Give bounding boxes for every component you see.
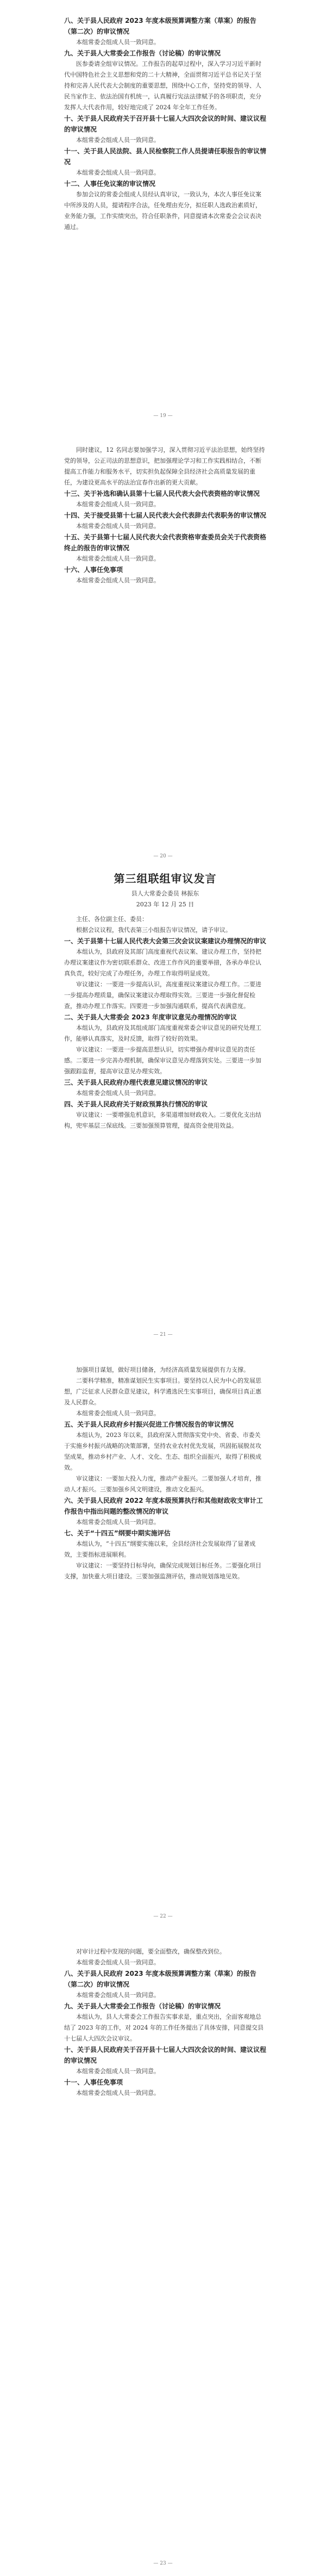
paragraph: 本组常委会组成人员一致同意。 <box>76 2068 160 2075</box>
paragraph: 本组常委会组成人员一致同意。 <box>76 1090 160 1097</box>
paragraph: 本组常委会组成人员一致同意。 <box>76 2089 160 2096</box>
section-heading: 八、关于县人民政府 2023 年度本级预算调整方案（草案）的报告（第二次）的审议情况 <box>64 17 256 35</box>
page-number: — 21 — <box>153 1332 173 1337</box>
paragraph: 本组常委会组成人员一致同意。 <box>76 577 160 584</box>
section-heading: 五、关于县人民政府乡村振兴促进工作情况报告的审议情况 <box>64 1421 234 1428</box>
paragraph: 医参委请全组审议情况。工作报告的起草过程中，深入学习习近平新时代中国特色社会主义思想和党的二十大精神，全面贯彻习近平总书记关于坚持和完善人民代表大会制度的重要思想，围绕中心工作，坚持党的领导、人民当家作主、依法治国有机统一，认真履行宪法法律赋予的各项职责，充分发挥人大代表作用，较好地完成了 2024 年全年工作任务。 <box>64 60 261 111</box>
paragraph: 本组常委会组成人员一致同意。 <box>76 501 160 508</box>
section-heading: 十五、关于县第十七届人民代表大会代表资格审查委员会关于代表资格终止的报告的审议情况 <box>64 533 267 552</box>
paragraph: 本组常委会组成人员一致同意。 <box>76 136 160 144</box>
section-heading: 十一、人事任免事项 <box>64 2079 123 2086</box>
section-heading: 十四、关于接受县第十七届人民代表大会代表辞去代表职务的审议情况 <box>64 512 267 519</box>
date-line: 2023 年 12 月 25 日 <box>136 901 195 908</box>
page-number: — 19 — <box>153 413 173 419</box>
paragraph: 本组常委会组成人员一致同意。 <box>76 169 160 176</box>
page-4 <box>0 1359 326 1930</box>
section-heading: 二、关于县人大常委会 2023 年度审议意见办理情况的审议 <box>64 1013 237 1021</box>
page-1 <box>0 0 326 435</box>
section-heading: 十一、关于县人民法院、县人民检察院工作人员提请任职报告的审议情况 <box>64 147 267 166</box>
section-heading: 十、关于县人民政府关于召开县十七届人大四次会议的时间、建议议程的审议情况 <box>64 115 267 133</box>
paragraph: 审议建议：一要进一步提高认识，高度重视议案建议办理工作。二要进一步提高办理质量，确保议案建议办理取得实效。三要进一步强化督促检查，推动办理工作落实。四要进一步加强沟通联系，提高代表满意度。 <box>64 981 261 1010</box>
page-5 <box>0 1941 326 2576</box>
paragraph: 本组常委会组成人员一致同意。 <box>76 1992 160 1999</box>
paragraph: 本组常委会组成人员一致同意。 <box>76 1410 160 1417</box>
section-heading: 七、关于“十四五”纲要中期实施评估 <box>64 1529 171 1537</box>
paragraph: 审议建议：一要坚持目标导向，确保完成规划目标任务。二要强化项目支撑，加快重大项目建设。三要加强监测评估，推动规划落地见效。 <box>64 1562 261 1580</box>
section-heading: 三、关于县人民政府办理代表意见建议情况的审议 <box>64 1079 208 1086</box>
page-2-content <box>64 445 266 586</box>
paragraph: 主任、各位副主任、委员： <box>76 916 148 923</box>
page-number: — 20 — <box>153 854 173 859</box>
page-number: — 22 — <box>153 1914 173 1919</box>
section-heading: 四、关于县人民政府关于财政预算执行情况的审议 <box>64 1100 208 1108</box>
paragraph: 本组常委会组成人员一致同意。 <box>76 1519 160 1526</box>
paragraph: 本组常委会组成人员一致同意。 <box>76 555 160 562</box>
paragraph: 本组认为，“十四五”纲要实施以来，全县经济社会发展取得了显著成效，主要指标进展顺利。 <box>64 1540 256 1558</box>
section-heading: 十二、人事任免议案的审议情况 <box>64 180 156 188</box>
paragraph: 本组认为，县人大常委会工作报告实事求是，重点突出，全面客观地总结了 2023 年的工作，对 2024 年的工作任务提出了具体安排，同意提交县十七届人大四次会议审议。 <box>64 2013 264 2042</box>
paragraph: 根据会议议程，我代表第三小组报告审议情况，请予审议。 <box>76 926 231 934</box>
paragraph: 二要科学精准，精准谋划民生实事项目。要坚持以人民为中心的发展思想，广泛征求人民群众意见建议，科学遴选民生实事项目，确保项目真正惠及人民群众。 <box>64 1377 261 1406</box>
section-heading: 九、关于县人大常委会工作报告（讨论稿）的审议情况 <box>64 2002 221 2010</box>
page-4-content <box>64 1365 266 1582</box>
section-heading: 十六、人事任免事项 <box>64 566 123 574</box>
page-3 <box>0 870 326 1348</box>
paragraph: 本组认为，县政府及其部门高度重视代表议案、建议办理工作，坚持把办理议案建议作为密切联系群众、改进工作作风的重要举措，各承办单位认真负责，较好完成了办理任务，办理工作取得明显成效。 <box>64 948 261 977</box>
page-title: 第三组联组审议发言 <box>114 872 217 885</box>
page-3-body <box>64 914 266 1131</box>
paragraph: 同时建议，12 名同志要加强学习，深入贯彻习近平法治思想，始终坚持党的领导，公正司法的思想意识，把加强理论学习和工作实践相结合，不断提高工作能力和服务水平，切实担负起保障全县经济社会高质量发展的重任，为建设更高水平的法治宜春作出新的更大贡献。 <box>64 446 265 486</box>
speaker-line: 县人大常委会委员 林振东 <box>131 890 199 897</box>
paragraph: 审议建议：一要增强危机意识，多渠道增加财政收入。二要优化支出结构，兜牢基层三保底线。三要加强预算管理，提高资金使用效益。 <box>64 1111 261 1129</box>
paragraph: 本组认为，县政府及其组成部门高度重视常委会审议意见的研究处理工作，能够认真落实，及时反馈，取得了较好的效果。 <box>64 1024 261 1042</box>
page-1-content <box>64 15 266 233</box>
section-heading: 一、关于县第十七届人民代表大会第三次会议议案建议办理情况的审议 <box>64 937 267 945</box>
paragraph: 对审计过程中发现的问题，要全面整改，确保整改到位。 <box>76 1948 225 1955</box>
paragraph: 审议建议：一要加大投入力度，推动产业振兴。二要加强人才培育，推动人才振兴。三要加强乡风文明建设，推动文化振兴。 <box>64 1475 261 1493</box>
page-2 <box>0 435 326 870</box>
page-5-content <box>64 1946 266 2099</box>
section-heading: 八、关于县人民政府 2023 年度本级预算调整方案（草案）的报告（第二次）的审议情况 <box>64 1970 256 1988</box>
paragraph: 本组认为，2023 年以来，县政府深入贯彻落实党中央、省委、市委关于实施乡村振兴战略的决策部署，坚持农业农村优先发展，巩固拓展脱贫攻坚成果，推动乡村产业、人才、文化、生态、组织全面振兴，取得了积极成效。 <box>64 1432 261 1471</box>
paragraph: 加强项目谋划，做好项目储备，为经济高质量发展提供有力支撑。 <box>76 1366 249 1373</box>
paragraph: 本组常委会组成人员一致同意。 <box>76 1959 160 1966</box>
paragraph: 本组常委会组成人员一致同意。 <box>76 522 160 530</box>
section-heading: 六、关于县人民政府 2022 年度本级预算执行和其他财政收支审计工作报告中指出问题的整改情况的审议 <box>64 1497 263 1515</box>
page-number: — 23 — <box>153 2561 173 2566</box>
section-heading: 十三、关于补选和确认县第十七届人民代表大会代表资格的审议情况 <box>64 490 260 497</box>
paragraph: 参加会议的常委会组成人员经认真审议，一致认为，本次人事任免议案中所涉及的人员，提请程序合法，任免理由充分，拟任职人选政治素质好，业务能力强，工作实绩突出，符合任职条件，同意提请本次常委会会议表决通过。 <box>64 191 261 231</box>
paragraph: 审议建议：一要进一步提高思想认识，切实增强办理审议意见的责任感。二要进一步完善办理机制，确保审议意见办理落到实处。三要进一步加强跟踪监督，提高审议意见办理实效。 <box>64 1046 261 1075</box>
section-heading: 十、关于县人民政府关于召开县十七届人大四次会议的时间、建议议程的审议情况 <box>64 2046 267 2064</box>
section-heading: 九、关于县人大常委会工作报告（讨论稿）的审议情况 <box>64 49 221 57</box>
page-3-content <box>64 870 266 1131</box>
paragraph: 本组常委会组成人员一致同意。 <box>76 39 160 46</box>
